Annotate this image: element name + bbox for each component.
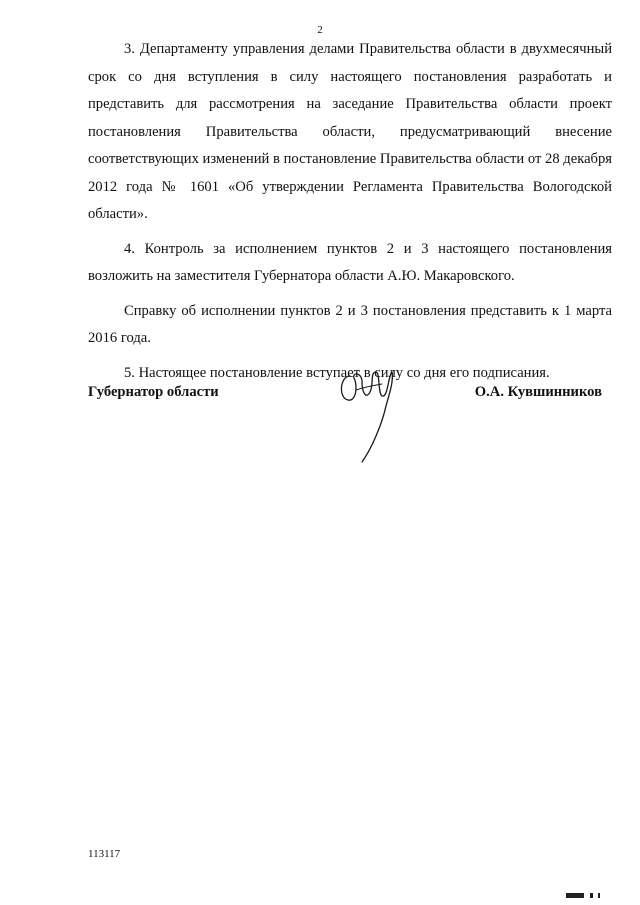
paragraph-3: 3. Департаменту управления делами Правительства области в двухмесячный срок со дня вступления в силу настоящего постановления разработать и представить для рассмотрения на заседание Правительства области проект постановления Правительства области, предусматривающий внесение соответствующих изменений в постановление Правительства области от 28 декабря 2012 года № 1601 «Об утверждении Регламента Правительства Вологодской области». xyxy=(88,41,612,222)
paragraph-4-note: Справку об исполнении пунктов 2 и 3 постановления представить к 1 марта 2016 года. xyxy=(88,302,612,346)
paragraph-5: 5. Настоящее постановление вступает в силу со дня его подписания. xyxy=(124,364,550,381)
scan-mark xyxy=(566,893,584,898)
document-code: 113117 xyxy=(88,848,121,860)
page-number: 2 xyxy=(317,24,323,36)
document-body xyxy=(88,36,612,387)
scan-mark xyxy=(590,893,593,898)
signatory-title: Губернатор области xyxy=(88,384,219,400)
handwritten-signature xyxy=(336,362,406,468)
signatory-name: О.А. Кувшинников xyxy=(474,384,602,400)
paragraph-4: 4. Контроль за исполнением пунктов 2 и 3 настоящего постановления возложить на заместителя Губернатора области А.Ю. Макаровского. xyxy=(88,240,612,284)
scan-mark xyxy=(598,893,600,898)
